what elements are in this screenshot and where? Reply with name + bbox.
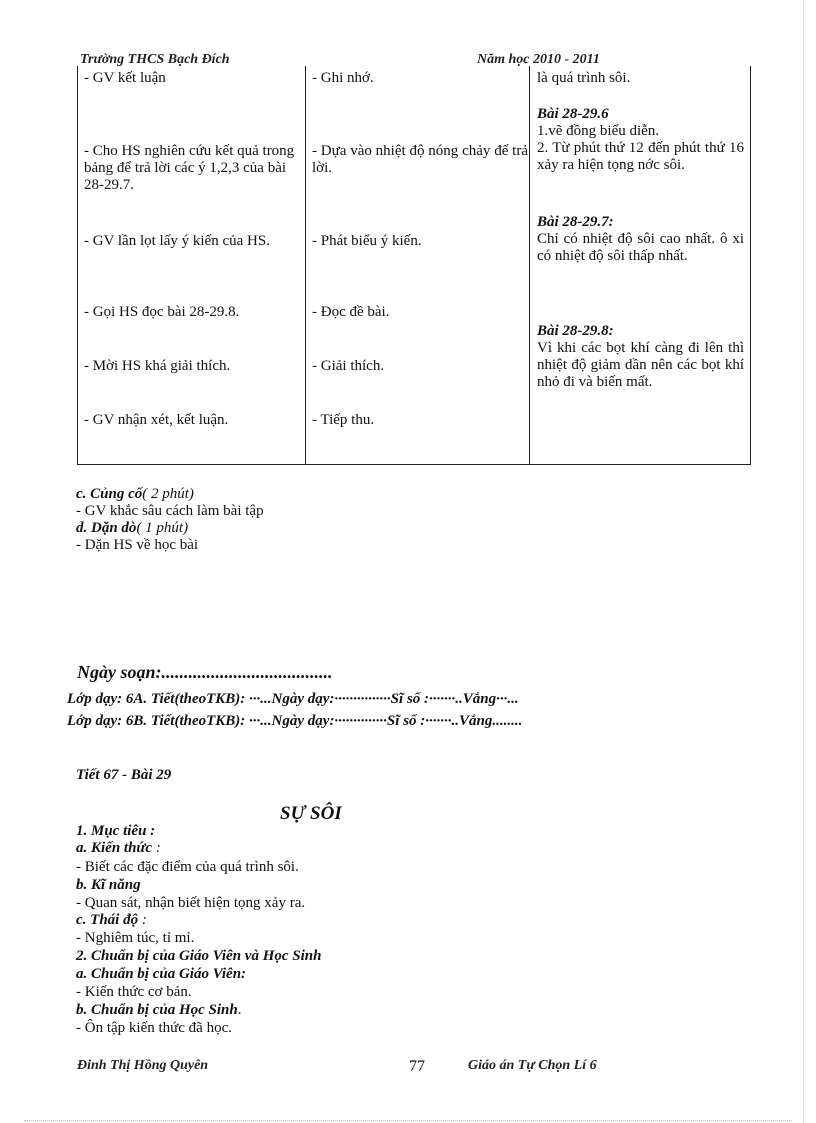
teacher-prep-text: - Kiến thức cơ bản. xyxy=(76,984,192,1000)
exercise-7-text: Chỉ có nhiệt độ sôi cao nhất. ô xi có nhiệt độ sôi thấp nhất. xyxy=(537,231,744,264)
attitude-text: - Nghiêm túc, tỉ mỉ. xyxy=(76,930,195,946)
consolidate-title: c. Củng cố xyxy=(76,486,143,502)
footer-doc-title: Giáo án Tự Chọn Lí 6 xyxy=(468,1058,597,1073)
class-line-6a: Lớp dạy: 6A. Tiết(theoTKB): ···...Ngày dạy:···············Sĩ số :·······..Vắng···... xyxy=(67,691,519,707)
knowledge-title: a. Kiến thức xyxy=(76,840,153,856)
skills-text: - Quan sát, nhận biết hiện tọng xảy ra. xyxy=(76,895,306,911)
homework-time: ( 1 phút) xyxy=(136,520,189,536)
homework-title: d. Dặn dò xyxy=(76,520,137,536)
teacher-activity: - GV nhận xét, kết luận. xyxy=(84,412,229,428)
consolidate-heading xyxy=(76,486,194,503)
attitude-colon: : xyxy=(138,912,147,928)
column-divider xyxy=(305,66,306,464)
exercise-8-text: Vì khi các bọt khí càng đi lên thì nhiệt độ giảm dần nên các bọt khí nhỏ đi và biến mất. xyxy=(537,340,744,390)
content-intro: là quá trình sôi. xyxy=(537,70,631,86)
teacher-activity: - Gọi HS đọc bài 28-29.8. xyxy=(84,304,240,320)
student-activity: - Giải thích. xyxy=(312,358,385,374)
consolidate-text: - GV khắc sâu cách làm bài tập xyxy=(76,503,264,519)
exercise-8-title: Bài 28-29.8: xyxy=(537,323,614,339)
class-line-6b: Lớp dạy: 6B. Tiết(theoTKB): ···...Ngày dạy:··············Sĩ số :·······..Vắng........ xyxy=(67,713,523,729)
exercise-7-title: Bài 28-29.7: xyxy=(537,214,614,230)
attitude-heading xyxy=(76,912,147,929)
teacher-activity: - Cho HS nghiên cứu kết quả trong bảng để trả lời các ý 1,2,3 của bài 28-29.7. xyxy=(84,143,295,193)
student-activity: - Tiếp thu. xyxy=(312,412,375,428)
student-prep-title: b. Chuẩn bị của Học Sinh xyxy=(76,1002,238,1018)
exercise-6-line2: 2. Từ phút thứ 12 đến phút thứ 16 xảy ra hiện tọng nớc sôi. xyxy=(537,140,744,173)
preparation-heading: 2. Chuẩn bị của Giáo Viên và Học Sinh xyxy=(76,948,322,964)
skills-heading: b. Kĩ năng xyxy=(76,877,141,893)
footer-author: Đinh Thị Hồng Quyên xyxy=(77,1058,209,1073)
lesson-title: SỰ SÔI xyxy=(280,803,342,824)
teacher-prep-heading: a. Chuẩn bị của Giáo Viên: xyxy=(76,966,247,982)
student-prep-text: - Ôn tập kiến thức đã học. xyxy=(76,1020,232,1036)
page-bottom-border xyxy=(24,1120,792,1121)
page-number: 77 xyxy=(409,1058,425,1075)
column-divider xyxy=(529,66,530,464)
knowledge-heading xyxy=(76,840,161,857)
student-activity: - Đọc đề bài. xyxy=(312,304,390,320)
student-prep-dot: . xyxy=(237,1002,242,1018)
page-right-border xyxy=(803,0,804,1123)
teacher-activity: - GV lần lọt lấy ý kiến của HS. xyxy=(84,233,270,249)
knowledge-colon: : xyxy=(152,840,161,856)
student-activity: - Dựa vào nhiệt độ nóng chảy để trả lời. xyxy=(312,143,528,176)
header-school: Trường THCS Bạch Đích xyxy=(80,52,230,67)
activity-table xyxy=(77,66,751,465)
objectives-heading: 1. Mục tiêu : xyxy=(76,823,156,839)
student-activity: - Ghi nhớ. xyxy=(312,70,374,86)
prep-date: Ngày soạn:...................................... xyxy=(77,662,333,682)
knowledge-text: - Biết các đặc điểm của quá trình sôi. xyxy=(76,859,299,875)
student-activity: - Phát biểu ý kiến. xyxy=(312,233,422,249)
homework-heading xyxy=(76,520,188,537)
header-year: Năm học 2010 - 2011 xyxy=(477,52,600,67)
homework-text: - Dặn HS về học bài xyxy=(76,537,199,553)
attitude-title: c. Thái độ xyxy=(76,912,139,928)
consolidate-time: ( 2 phút) xyxy=(142,486,194,502)
student-prep-heading xyxy=(76,1002,241,1019)
exercise-6-line1: 1.vẽ đồng biểu diễn. xyxy=(537,123,660,139)
lesson-line: Tiết 67 - Bài 29 xyxy=(76,767,172,783)
exercise-6-title: Bài 28-29.6 xyxy=(537,106,609,122)
teacher-activity: - GV kết luận xyxy=(84,70,166,86)
teacher-activity: - Mời HS khá giải thích. xyxy=(84,358,231,374)
